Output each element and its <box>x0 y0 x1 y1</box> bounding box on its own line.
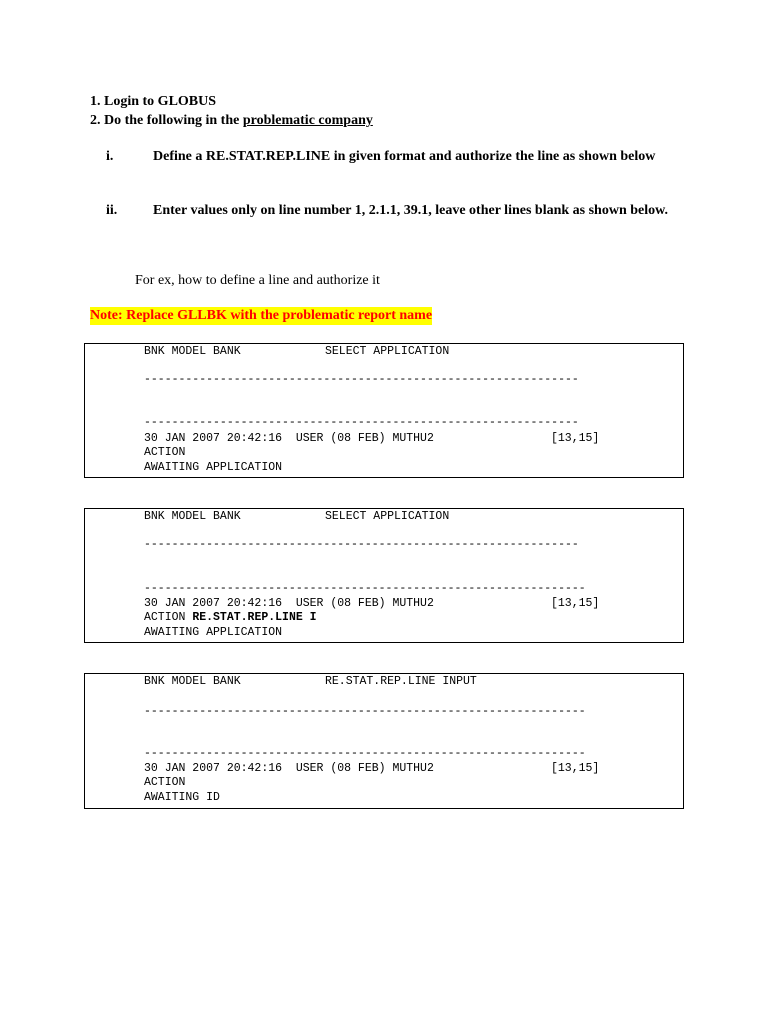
action-line[interactable] <box>144 611 317 626</box>
substep-define-line <box>106 148 686 188</box>
bank-name: BNK MODEL BANK <box>144 510 241 523</box>
bank-name: BNK MODEL BANK <box>144 345 241 358</box>
example-text: For ex, how to define a line and authorize it <box>135 273 380 288</box>
action-label: ACTION <box>144 776 186 789</box>
status-text: 30 JAN 2007 20:42:16 USER (08 FEB) MUTHU2 <box>144 762 434 775</box>
step-2-prefix: 2. Do the following in the <box>90 113 243 128</box>
divider-bottom: ---------------------------------------------------------------- <box>144 747 586 760</box>
divider-top: ---------------------------------------------------------------- <box>144 705 586 718</box>
action-input[interactable]: RE.STAT.REP.LINE I <box>192 611 317 624</box>
status-text: 30 JAN 2007 20:42:16 USER (08 FEB) MUTHU2 <box>144 597 434 610</box>
status-text: 30 JAN 2007 20:42:16 USER (08 FEB) MUTHU2 <box>144 432 434 445</box>
step-2-underlined: problematic company <box>242 113 373 128</box>
action-line[interactable] <box>144 446 192 461</box>
cursor-position: [13,15] <box>551 597 600 610</box>
terminal-header <box>144 345 450 360</box>
awaiting-prompt: AWAITING ID <box>144 791 220 804</box>
status-line <box>144 762 600 777</box>
action-label: ACTION <box>144 611 186 624</box>
substep-enter-values <box>106 202 686 242</box>
step-login: 1. Login to GLOBUS <box>90 94 217 109</box>
terminal-screen-line-input <box>84 673 684 809</box>
cursor-position: [13,15] <box>551 762 600 775</box>
terminal-screen-action-entered <box>84 508 684 643</box>
status-line <box>144 597 600 612</box>
awaiting-prompt: AWAITING APPLICATION <box>144 626 283 639</box>
cursor-position: [13,15] <box>551 432 600 445</box>
substep-text: Enter values only on line number 1, 2.1.1, 39.1, leave other lines blank as shown below. <box>153 203 668 218</box>
substep-text: Define a RE.STAT.REP.LINE in given format and authorize the line as shown below <box>153 149 656 164</box>
bank-name: BNK MODEL BANK <box>144 675 241 688</box>
status-line <box>144 432 600 447</box>
substep-number: ii. <box>106 203 118 218</box>
terminal-header <box>144 510 450 525</box>
note-highlight: Note: Replace GLLBK with the problematic report name <box>90 308 433 323</box>
divider-bottom: --------------------------------------------------------------- <box>144 416 579 429</box>
screen-title: SELECT APPLICATION <box>325 510 450 523</box>
terminal-screen-select-application <box>84 343 684 478</box>
divider-top: --------------------------------------------------------------- <box>144 538 579 551</box>
screen-title: SELECT APPLICATION <box>325 345 450 358</box>
action-label: ACTION <box>144 446 186 459</box>
action-line[interactable] <box>144 776 192 791</box>
terminal-header <box>144 675 477 690</box>
substep-number: i. <box>106 149 114 164</box>
screen-title: RE.STAT.REP.LINE INPUT <box>325 675 477 688</box>
awaiting-prompt: AWAITING APPLICATION <box>144 461 283 474</box>
divider-bottom: ---------------------------------------------------------------- <box>144 582 586 595</box>
divider-top: --------------------------------------------------------------- <box>144 373 579 386</box>
step-problematic-company <box>90 112 373 130</box>
